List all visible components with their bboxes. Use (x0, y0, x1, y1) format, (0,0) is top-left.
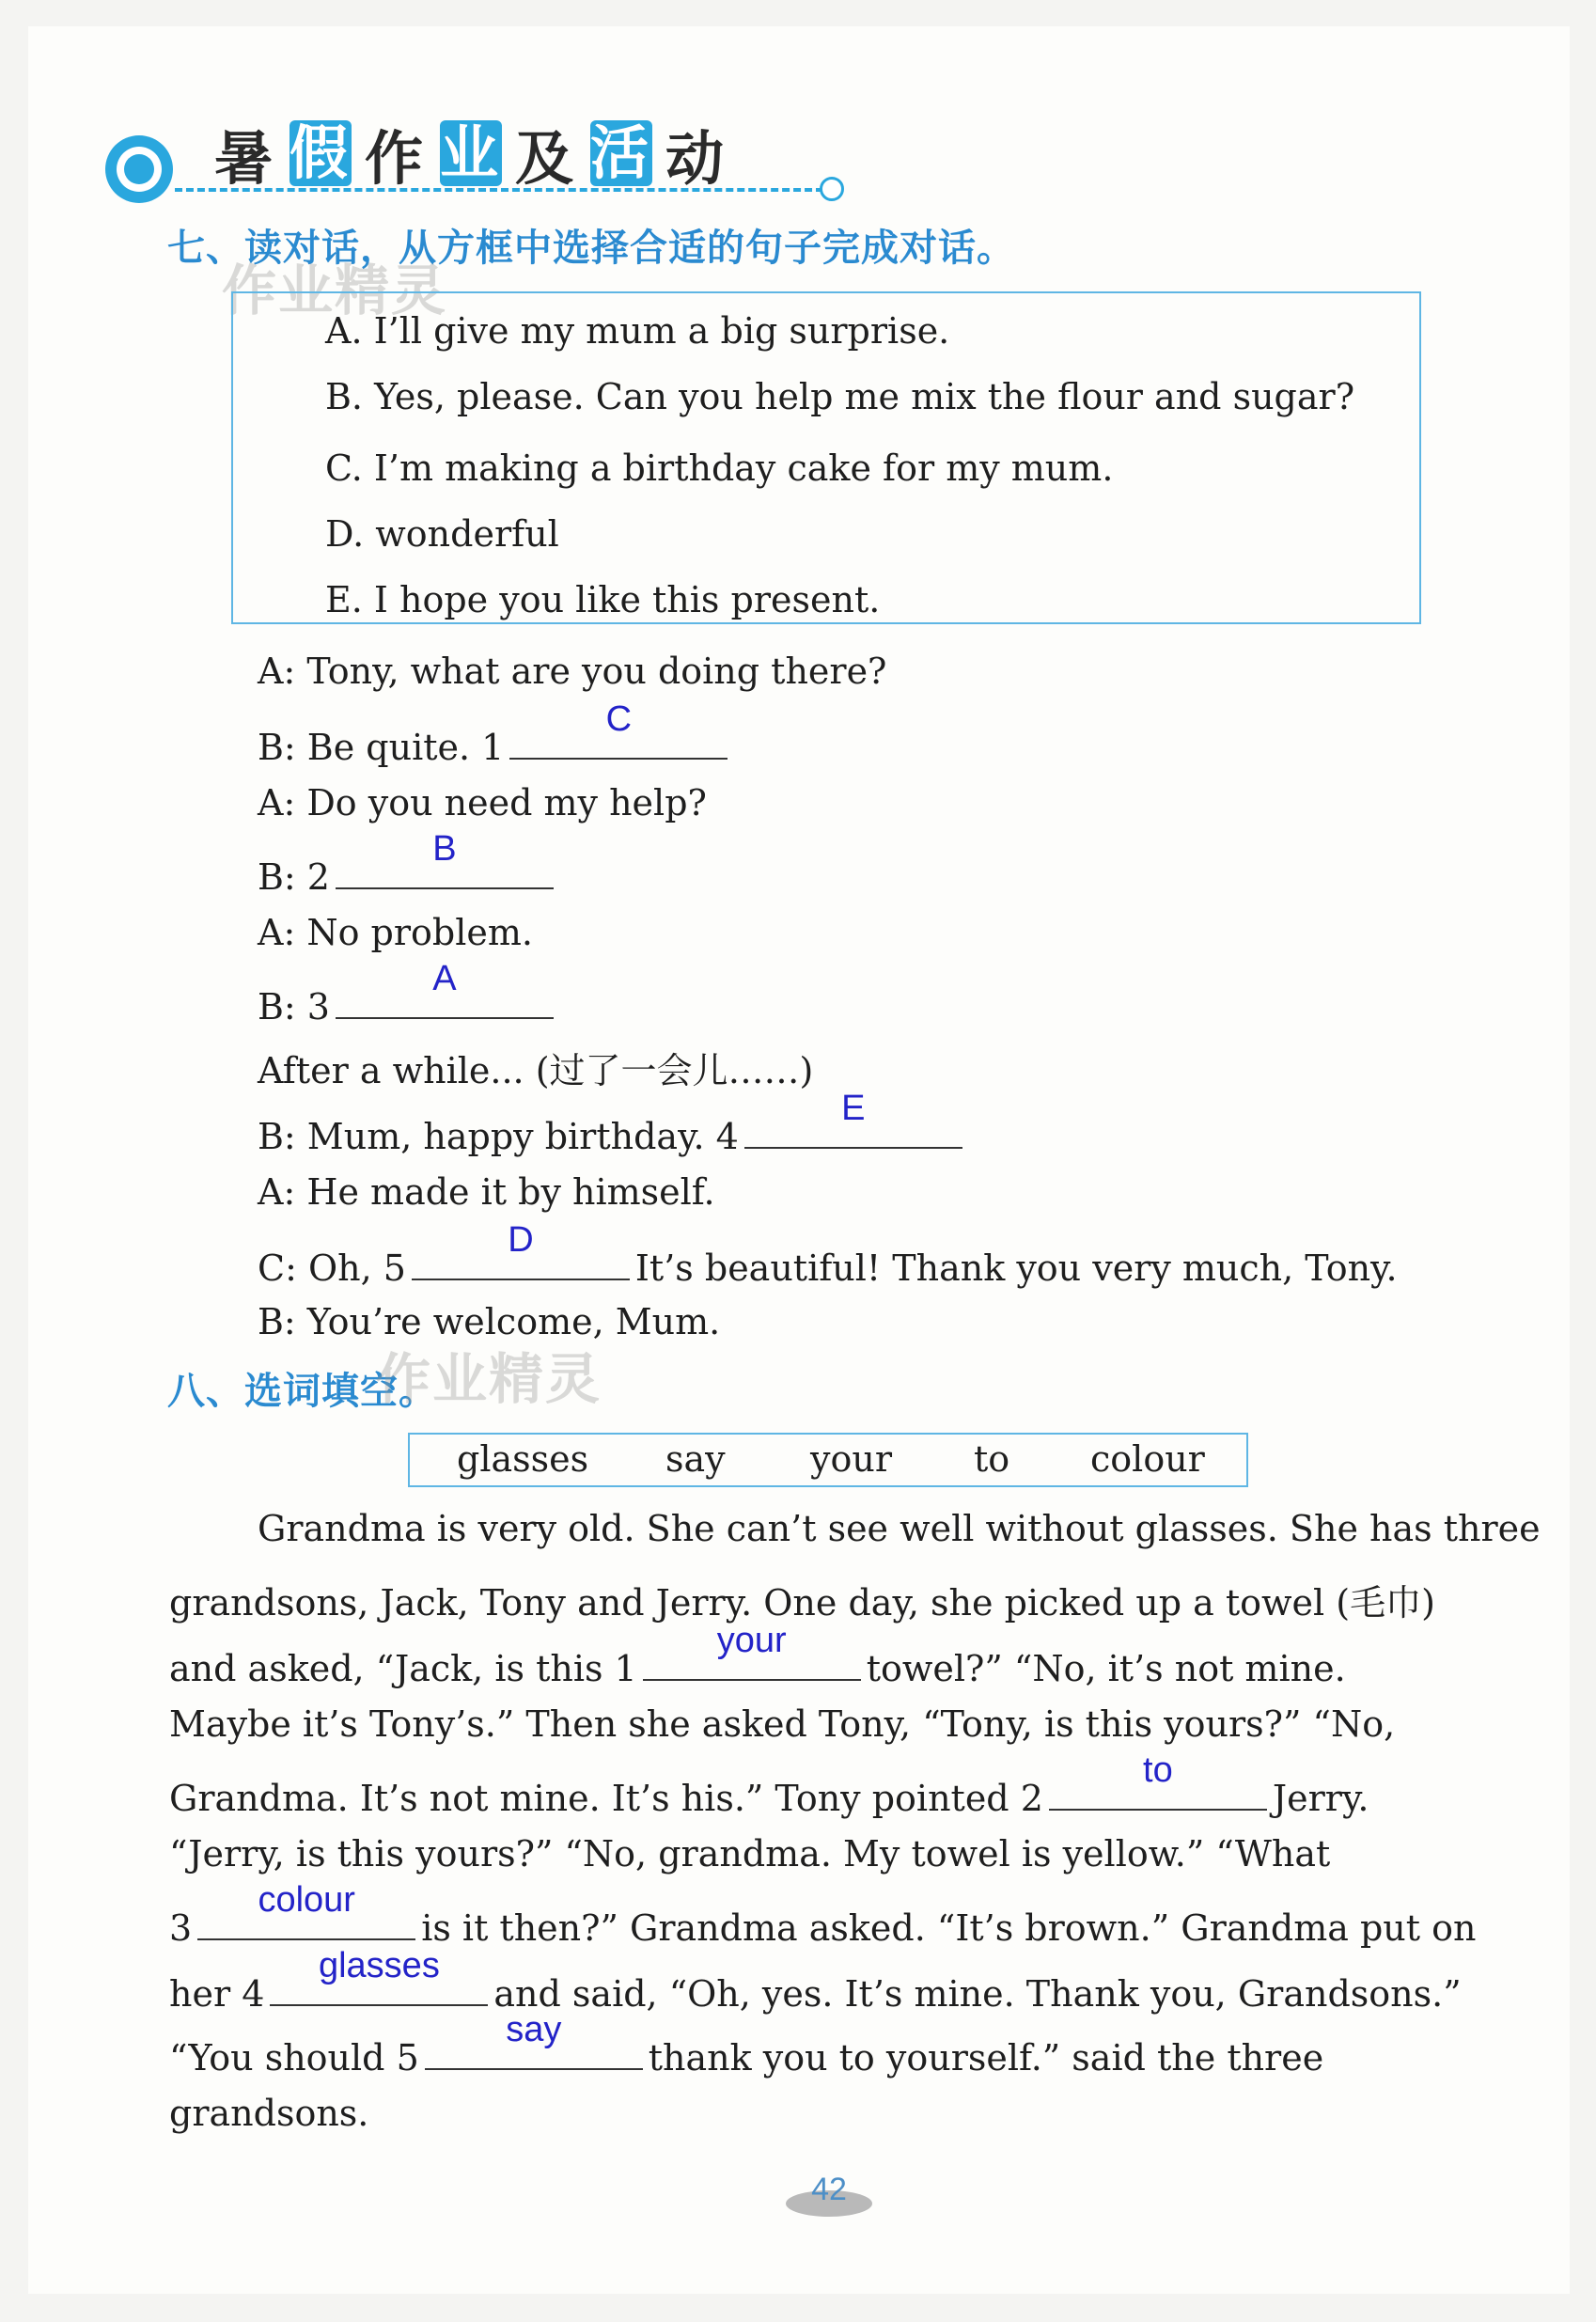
option-d: D. wonderful (325, 513, 559, 555)
dialogue-line-9 (258, 1171, 715, 1213)
answer-blank-5[interactable] (412, 1220, 630, 1280)
options-box (231, 291, 1421, 624)
passage-text: towel?” “No, it’s not mine. (866, 1648, 1346, 1689)
dialogue-line-6 (258, 959, 559, 1028)
passage-text: 3 (169, 1907, 193, 1949)
passage-line-4 (169, 1703, 1485, 1745)
word-glasses: glasses (457, 1438, 589, 1480)
passage-line-3 (169, 1621, 1485, 1689)
passage-line-5 (169, 1750, 1485, 1819)
answer-text: A (432, 959, 457, 998)
answer-text: your (716, 1621, 787, 1660)
answer-text: to (1143, 1750, 1173, 1790)
dialogue-text: B: Be quite. 1 (258, 727, 505, 768)
dialogue-line-10 (258, 1220, 1398, 1289)
passage-text: is it then?” Grandma asked. “It’s brown.” Grandma put on (421, 1907, 1477, 1949)
dialogue-text: A: No problem. (258, 912, 533, 953)
dialogue-text: B: 2 (258, 856, 330, 898)
passage-line-8 (169, 1946, 1485, 2015)
answer-text: D (508, 1220, 534, 1260)
dialogue-text-after: It’s beautiful! Thank you very much, Tony. (634, 1247, 1398, 1289)
word-to: to (974, 1438, 1010, 1480)
passage-blank-2[interactable] (1049, 1750, 1267, 1811)
section-7-title: 七、读对话，从方框中选择合适的句子完成对话。 (167, 227, 1015, 270)
dialogue-text: C: Oh, 5 (258, 1247, 406, 1289)
header-char-4: 业 (440, 118, 503, 187)
header-char-7: 动 (665, 123, 728, 193)
header-char-3: 作 (365, 123, 428, 193)
passage-line-7 (169, 1880, 1485, 1949)
word-your: your (810, 1438, 892, 1480)
target-circle-icon (102, 132, 177, 207)
word-colour: colour (1090, 1438, 1205, 1480)
option-e: E. I hope you like this present. (325, 579, 881, 620)
dialogue-line-5 (258, 912, 533, 953)
passage-text: “You should 5 (169, 2037, 419, 2079)
watermark-middle: 作业精灵 (376, 1347, 602, 1411)
answer-blank-1[interactable] (509, 699, 728, 760)
passage-text: Grandma is very old. She can’t see well without glasses. She has three (258, 1508, 1541, 1549)
passage-line-2 (169, 1574, 1485, 1625)
dialogue-text: B: You’re welcome, Mum. (258, 1301, 721, 1342)
word-say: say (665, 1438, 726, 1480)
header-title (214, 111, 728, 196)
watermark-top: 作业精灵 (222, 259, 448, 322)
word-bank-box (408, 1433, 1248, 1487)
header-char-1: 暑 (214, 123, 277, 193)
answer-text: C (605, 699, 633, 739)
dialogue-line-8 (258, 1089, 968, 1157)
page-number (782, 2172, 876, 2219)
answer-blank-3[interactable] (336, 959, 554, 1019)
dialogue-text: A: Do you need my help? (258, 782, 707, 824)
passage-blank-3[interactable] (197, 1880, 415, 1940)
passage-blank-4[interactable] (270, 1946, 488, 2006)
dialogue-text: After a while... (过了一会儿……) (258, 1050, 814, 1091)
answer-text: E (841, 1089, 866, 1128)
passage-text: and said, “Oh, yes. It’s mine. Thank you, Grandsons.” (493, 1973, 1462, 2015)
passage-text: her 4 (169, 1973, 265, 2015)
dialogue-text: A: Tony, what are you doing there? (258, 651, 887, 692)
answer-text: B (432, 829, 457, 869)
passage-line-1 (258, 1508, 1541, 1549)
header-char-6: 活 (590, 118, 653, 187)
dialogue-text: B: 3 (258, 986, 330, 1028)
passage-line-10 (169, 2093, 1485, 2134)
section-8-title: 八、选词填空。 (167, 1370, 437, 1413)
dialogue-line-3 (258, 782, 707, 824)
answer-text: glasses (318, 1946, 440, 1985)
header-end-dot-icon (820, 177, 844, 201)
passage-text: “Jerry, is this yours?” “No, grandma. My towel is yellow.” “What (169, 1833, 1331, 1875)
passage-line-6 (169, 1833, 1485, 1875)
header-dashed-line (175, 188, 823, 192)
dialogue-line-4 (258, 829, 559, 898)
passage-text: Grandma. It’s not mine. It’s his.” Tony pointed 2 (169, 1778, 1043, 1819)
dialogue-line-7 (258, 1042, 813, 1093)
answer-text: say (506, 2010, 562, 2049)
passage-line-9 (169, 2010, 1485, 2079)
passage-text: thank you to yourself.” said the three (648, 2037, 1324, 2079)
page-number-text: 42 (811, 2172, 847, 2207)
answer-blank-2[interactable] (336, 829, 554, 889)
option-a: A. I’ll give my mum a big surprise. (325, 310, 950, 352)
dialogue-line-1 (258, 651, 886, 692)
dialogue-text: A: He made it by himself. (258, 1171, 715, 1213)
passage-blank-1[interactable] (643, 1621, 861, 1681)
dialogue-line-2 (258, 699, 733, 768)
passage-text: Maybe it’s Tony’s.” Then she asked Tony, “Tony, is this yours?” “No, (169, 1703, 1396, 1745)
passage-text: grandsons, Jack, Tony and Jerry. One day, she picked up a towel (毛巾) (169, 1582, 1435, 1624)
header-char-2: 假 (289, 118, 352, 187)
option-c: C. I’m making a birthday cake for my mum. (325, 447, 1114, 489)
answer-text: colour (258, 1880, 355, 1920)
dialogue-text: B: Mum, happy birthday. 4 (258, 1116, 739, 1157)
page-header (102, 111, 853, 214)
answer-blank-4[interactable] (744, 1089, 962, 1149)
option-b: B. Yes, please. Can you help me mix the flour and sugar? (325, 376, 1355, 417)
passage-text: Jerry. (1272, 1778, 1369, 1819)
passage-blank-5[interactable] (425, 2010, 643, 2070)
passage-text: and asked, “Jack, is this 1 (169, 1648, 637, 1689)
passage-text: grandsons. (169, 2093, 369, 2134)
header-char-5: 及 (515, 123, 578, 193)
